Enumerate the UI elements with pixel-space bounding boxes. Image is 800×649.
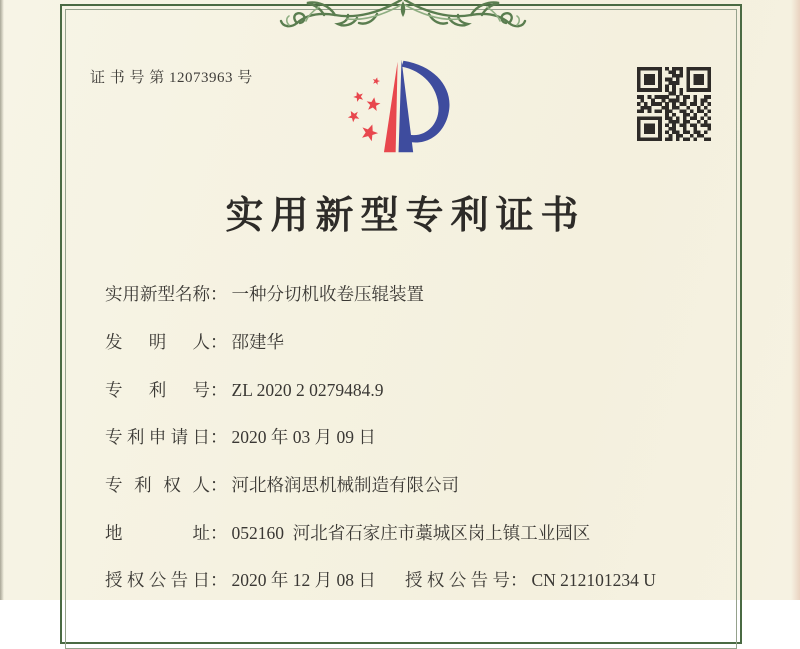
- field-label: 发明人：: [105, 332, 228, 352]
- field-value: ZL 2020 2 0279484.9: [231, 380, 384, 400]
- qr-code: [637, 67, 711, 141]
- field-value: 2020 年 03 月 09 日: [231, 427, 376, 447]
- field-row-invention-name: [105, 282, 745, 308]
- field-label: 专利申请日：: [105, 427, 228, 447]
- field-value: 河北格润思机械制造有限公司: [231, 475, 459, 495]
- field-label: 实用新型名称：: [105, 284, 228, 304]
- field-row-filing-date: [105, 425, 745, 451]
- field-row-address: [105, 521, 745, 547]
- field-value: 052160 河北省石家庄市藁城区岗上镇工业园区: [231, 523, 591, 543]
- field-value: 2020 年 12 月 08 日: [231, 570, 376, 590]
- field-value: 邵建华: [231, 332, 284, 352]
- certificate-number: 证 书 号 第 12073963 号: [90, 70, 253, 86]
- field-label: 授权公告号：: [405, 570, 528, 590]
- field-label: 专利号：: [105, 380, 228, 400]
- field-row-patent-number: [105, 378, 745, 404]
- field-grant-publication-number: [405, 568, 656, 593]
- cnipa-patent-logo-icon: [345, 57, 457, 156]
- field-row-grant: [105, 568, 745, 594]
- field-value: 一种分切机收卷压辊装置: [231, 284, 424, 304]
- field-row-patentee: [105, 473, 745, 499]
- certificate-title: 实用新型专利证书: [225, 195, 586, 237]
- field-value: CN 212101234 U: [531, 570, 656, 590]
- field-label: 专利权人：: [105, 475, 228, 495]
- field-label: 授权公告日：: [105, 570, 228, 590]
- floral-ornament-icon: [277, 0, 529, 30]
- field-row-inventor: [105, 330, 745, 356]
- field-label: 地址：: [105, 523, 228, 543]
